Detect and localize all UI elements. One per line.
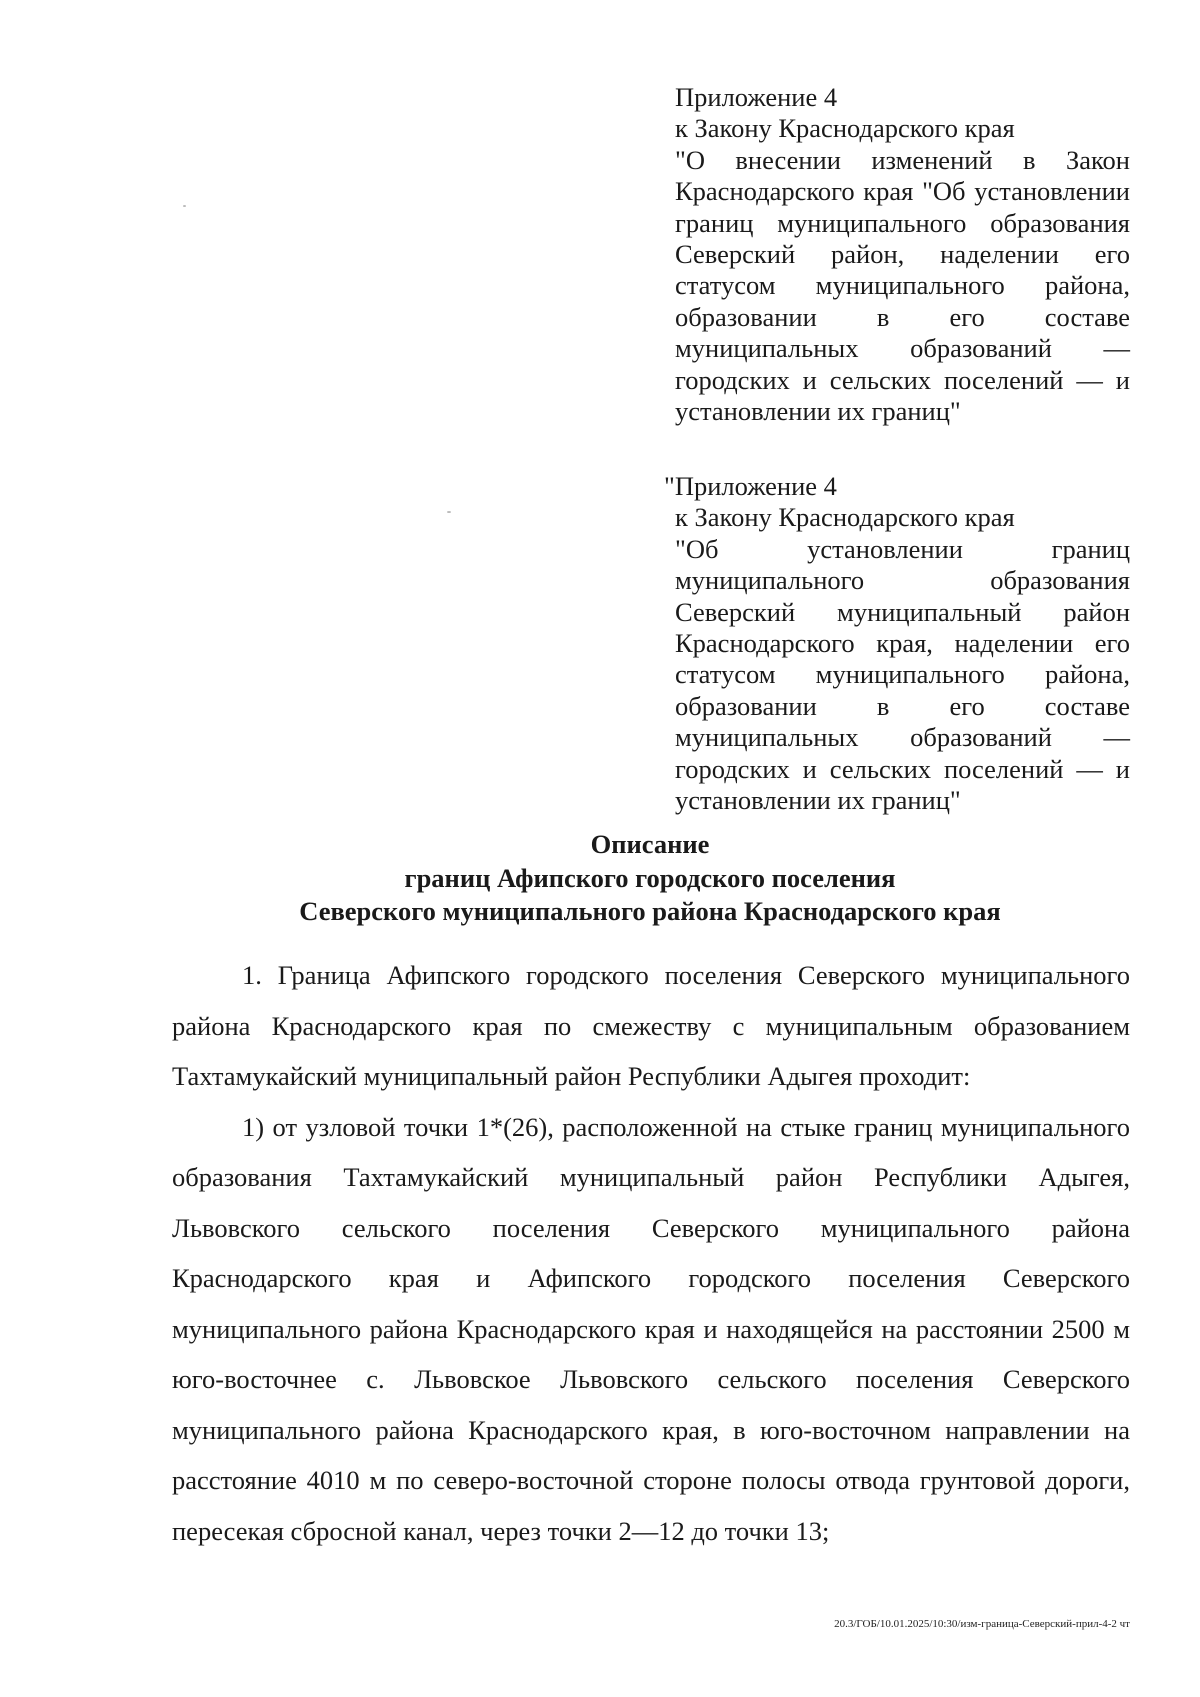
document-heading xyxy=(160,828,1140,929)
scan-speck xyxy=(447,511,451,513)
quoted-appendix-title: "Приложение 4 xyxy=(664,471,837,501)
appendix-header xyxy=(675,82,1130,427)
heading-line-1: Описание xyxy=(590,829,710,859)
body-paragraph-1: 1. Граница Афипского городского поселения Северского муниципального района Краснодарского края по смежеству с муниципальным образованием Тахтамукайский муниципальный район Республики Адыгея проходит: xyxy=(172,960,1130,1091)
heading-line-2: границ Афипского городского поселения xyxy=(404,862,896,893)
appendix-law-reference: к Закону Краснодарского края xyxy=(675,113,1015,144)
appendix-title: Приложение 4 xyxy=(675,82,838,112)
quoted-appendix-law-reference: к Закону Краснодарского края xyxy=(675,502,1015,533)
scan-speck xyxy=(183,205,186,207)
document-body xyxy=(172,950,1130,1556)
body-paragraph-2: 1) от узловой точки 1*(26), расположенной на стыке границ муниципального образования Тахтамукайский муниципальный район Республики Адыгея, Львовского сельского поселения Северского муниципального района Краснодарского края и Афипского городского поселения Северского муниципального района Краснодарского края и находящейся на расстоянии 2500 м юго-восточнее с. Львовское Львовского сельского поселения Северского муниципального района Краснодарского края, в юго-восточном направлении на расстояние 4010 м по северо-восточной стороне полосы отвода грунтовой дороги, пересекая сбросной канал, через точки 2—12 до точки 13; xyxy=(172,1111,1130,1546)
footer-code: 20.3/ГОБ/10.01.2025/10:30/изм-граница-Северский-прил-4-2 чт xyxy=(834,1618,1130,1630)
quoted-appendix-law-title: "Об установлении границ муниципального образования Северский муниципальный район Краснодарского края, наделении его статусом муниципального района, образовании в его составе муниципальных образований — городских и сельских поселений — и установлении их границ" xyxy=(675,533,1130,816)
heading-line-3: Северского муниципального района Краснодарского края xyxy=(299,896,1001,926)
appendix-quoted-header xyxy=(664,471,1130,816)
appendix-law-title: "О внесении изменений в Закон Краснодарского края "Об установлении границ муниципального образования Северский район, наделении его статусом муниципального района, образовании в его составе муниципальных образований — городских и сельских поселений — и установлении их границ" xyxy=(675,144,1130,427)
